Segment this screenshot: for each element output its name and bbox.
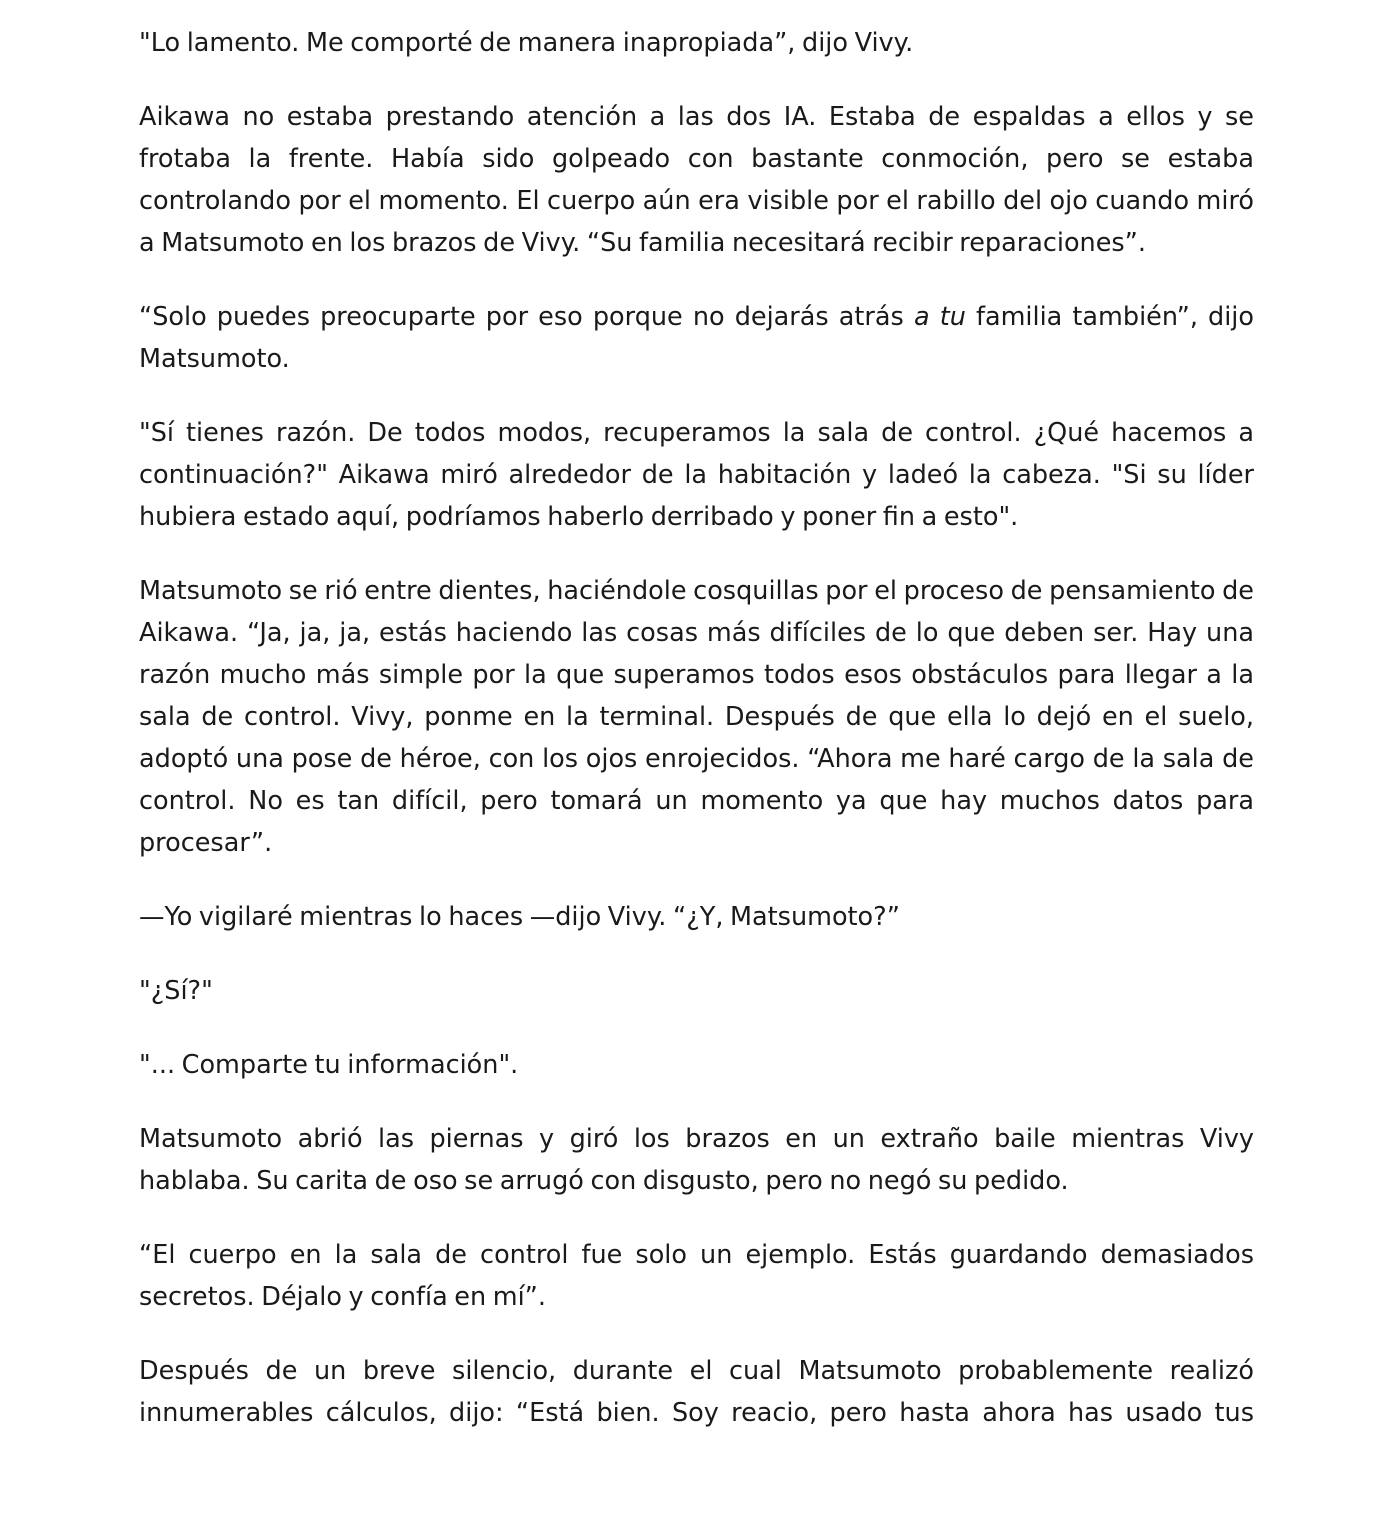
paragraph-2: Aikawa no estaba prestando atención a las dos IA. Estaba de espaldas a ellos y se frotaba la frente. Había sido golpeado con bastante conmoción, pero se estaba controlando por el momento. El cuerpo aún era visible por el rabillo del ojo cuando miró a Matsumoto en los brazos de Vivy. “Su familia necesitará recibir reparaciones”. xyxy=(139,102,1254,258)
paragraph-6: —Yo vigilaré mientras lo haces —dijo Vivy. “¿Y, Matsumoto?” xyxy=(139,902,900,932)
paragraph-4: "Sí tienes razón. De todos modos, recuperamos la sala de control. ¿Qué hacemos a continuación?" Aikawa miró alrededor de la habitación y ladeó la cabeza. "Si su líder hubiera estado aquí, podríamos haberlo derribado y poner fin a esto". xyxy=(139,418,1254,532)
paragraph-3-before: “Solo puedes preocuparte por eso porque no dejarás atrás xyxy=(139,302,914,332)
paragraph-9: Matsumoto abrió las piernas y giró los brazos en un extraño baile mientras Vivy hablaba. Su carita de oso se arrugó con disgusto, pero no negó su pedido. xyxy=(139,1124,1254,1196)
paragraph-1: "Lo lamento. Me comporté de manera inapropiada”, dijo Vivy. xyxy=(139,28,914,58)
paragraph-7: "¿Sí?" xyxy=(139,976,213,1006)
paragraph-8: "... Comparte tu información". xyxy=(139,1050,519,1080)
paragraph-11: Después de un breve silencio, durante el cual Matsumoto probablemente realizó innumerables cálculos, dijo: “Está bien. Soy reacio, pero hasta ahora has usado tus xyxy=(139,1356,1254,1428)
paragraph-3-italic: a tu xyxy=(913,302,966,332)
paragraph-3 xyxy=(139,296,1254,380)
paragraph-3-after: familia también”, dijo Matsumoto. xyxy=(139,302,1254,374)
paragraph-10: “El cuerpo en la sala de control fue solo un ejemplo. Estás guardando demasiados secretos. Déjalo y confía en mí”. xyxy=(139,1240,1254,1312)
paragraph-5: Matsumoto se rió entre dientes, haciéndole cosquillas por el proceso de pensamiento de Aikawa. “Ja, ja, ja, estás haciendo las cosas más difíciles de lo que deben ser. Hay una razón mucho más simple por la que superamos todos esos obstáculos para llegar a la sala de control. Vivy, ponme en la terminal. Después de que ella lo dejó en el suelo, adoptó una pose de héroe, con los ojos enrojecidos. “Ahora me haré cargo de la sala de control. No es tan difícil, pero tomará un momento ya que hay muchos datos para procesar”. xyxy=(139,576,1254,858)
document-page xyxy=(139,22,1254,1434)
